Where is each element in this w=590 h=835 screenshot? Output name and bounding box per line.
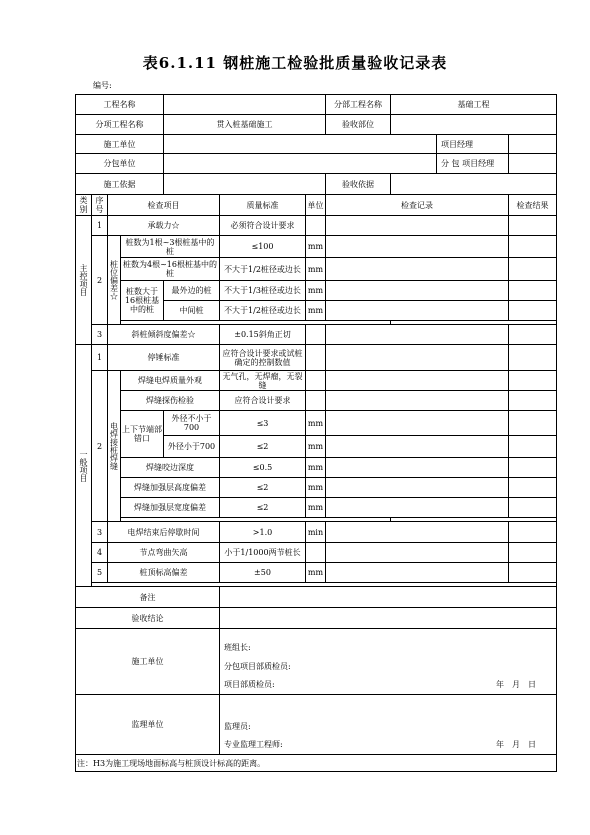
project-name-field[interactable] <box>164 95 326 115</box>
acceptance-basis-field[interactable] <box>391 174 557 195</box>
code-label: 编号: <box>93 81 112 90</box>
main-r2c-group: 桩数大于16根桩基中的桩 <box>121 281 164 321</box>
gen-r5-result[interactable] <box>509 563 557 583</box>
gen-r5-unit: mm <box>306 563 326 583</box>
col-category: 类别 <box>76 195 92 216</box>
gen-r2c-item: 外径不小于700 <box>164 411 220 436</box>
team-leader-label: 班组长: <box>224 643 251 652</box>
general-items-label: 一般项目 <box>76 345 92 587</box>
page-title: 表6.1.11 钢桩施工检验批质量验收记录表 <box>142 54 448 72</box>
main-r2a-record[interactable] <box>326 236 509 258</box>
construction-sign-block[interactable] <box>220 629 557 695</box>
gen-r2d-unit: mm <box>306 436 326 458</box>
gen-r3-result[interactable] <box>509 522 557 543</box>
main-r2c-record[interactable] <box>326 281 509 301</box>
gen-r3-item: 电焊结束后停歇时间 <box>108 522 220 543</box>
main-r2c-item: 最外边的桩 <box>164 281 220 301</box>
construction-basis-field[interactable] <box>164 174 326 195</box>
main-r3-item: 斜桩倾斜度偏差☆ <box>108 325 220 345</box>
conclusion-label: 验收结论 <box>76 608 220 629</box>
gen-r3-unit: min <box>306 522 326 543</box>
main-r2c-standard: 不大于1/3桩径或边长 <box>220 281 306 301</box>
gen-r2c-record[interactable] <box>326 411 509 436</box>
gen-r2c-result[interactable] <box>509 411 557 436</box>
gen-r2e-record[interactable] <box>326 458 509 478</box>
subcontract-manager-label: 分 包 项目经理 <box>437 154 509 174</box>
acceptance-part-field[interactable] <box>391 115 557 135</box>
subcontract-unit-field[interactable] <box>164 154 437 174</box>
construction-sign-label: 施工单位 <box>76 629 220 695</box>
main-r1-result[interactable] <box>509 216 557 236</box>
gen-r2e-standard: ≤0.5 <box>220 458 306 478</box>
gen-r3-record[interactable] <box>326 522 509 543</box>
main-r2a-unit: mm <box>306 236 326 258</box>
gen-r1-unit <box>306 345 326 371</box>
gen-r2e-unit: mm <box>306 458 326 478</box>
table-row-seq: 1 <box>92 345 108 371</box>
main-r2d-standard: 不大于1/2桩径或边长 <box>220 301 306 321</box>
gen-r2e-item: 焊缝咬边深度 <box>121 458 220 478</box>
col-standard: 质量标准 <box>220 195 306 216</box>
main-r2b-unit: mm <box>306 258 326 281</box>
gen-r2g-result[interactable] <box>509 498 557 518</box>
main-r2b-record[interactable] <box>326 258 509 281</box>
gen-r2b-result[interactable] <box>509 391 557 411</box>
project-manager-field[interactable] <box>509 135 557 154</box>
subcontract-manager-field[interactable] <box>509 154 557 174</box>
gen-r4-item: 节点弯曲矢高 <box>108 543 220 563</box>
main-r2d-unit: mm <box>306 301 326 321</box>
main-r3-standard: ±0.15斜角正切 <box>220 325 306 345</box>
gen-r5-record[interactable] <box>326 563 509 583</box>
gen-r2f-result[interactable] <box>509 478 557 498</box>
main-r3-record[interactable] <box>326 325 509 345</box>
gen-r4-record[interactable] <box>326 543 509 563</box>
table-row-seq: 1 <box>92 216 108 236</box>
gen-r2f-standard: ≤2 <box>220 478 306 498</box>
inspection-form <box>75 94 557 772</box>
acceptance-basis-label: 验收依据 <box>326 174 391 195</box>
item-project-label: 分项工程名称 <box>76 115 164 135</box>
main-r2b-item: 桩数为4根~16根桩基中的桩 <box>121 258 220 281</box>
date-label: 年 月 日 <box>496 740 537 749</box>
col-seq: 序号 <box>92 195 108 216</box>
supervisor-label: 监理员: <box>224 722 251 731</box>
main-r3-result[interactable] <box>509 325 557 345</box>
main-r2b-standard: 不大于1/2桩径或边长 <box>220 258 306 281</box>
chief-supervisor-label: 专业监理工程师: <box>224 740 283 749</box>
project-manager-label: 项目经理 <box>437 135 509 154</box>
acceptance-part-label: 验收部位 <box>326 115 391 135</box>
gen-r1-result[interactable] <box>509 345 557 371</box>
main-r2c-result[interactable] <box>509 281 557 301</box>
main-r2d-record[interactable] <box>326 301 509 321</box>
supervision-sign-block[interactable] <box>220 695 557 755</box>
main-r2d-result[interactable] <box>509 301 557 321</box>
main-r3-unit <box>306 325 326 345</box>
main-r2b-result[interactable] <box>509 258 557 281</box>
main-r2-group: 桩位偏差☆ <box>108 236 121 325</box>
footnote: 注：H3为施工现场地面标高与桩顶设计标高的距离。 <box>76 755 557 772</box>
main-r1-record[interactable] <box>326 216 509 236</box>
col-result: 检查结果 <box>509 195 557 216</box>
inspector-label: 项目部质检员: <box>224 680 275 689</box>
gen-r1-standard: 应符合设计要求或试桩确定的控制数值 <box>220 345 306 371</box>
item-project-value[interactable]: 贯入桩基础施工 <box>164 115 326 135</box>
col-unit: 单位 <box>306 195 326 216</box>
sub-project-value[interactable]: 基础工程 <box>391 95 557 115</box>
gen-r2a-record[interactable] <box>326 371 509 391</box>
table-row-seq: 3 <box>92 522 108 543</box>
conclusion-field[interactable] <box>220 608 557 629</box>
gen-r2c-unit: mm <box>306 411 326 436</box>
remarks-field[interactable] <box>220 587 557 608</box>
gen-r2b-item: 焊缝探伤检验 <box>121 391 220 411</box>
gen-r2c-group: 上下节端部错口 <box>121 411 164 458</box>
gen-r2g-standard: ≤2 <box>220 498 306 518</box>
main-r2a-item: 桩数为1根~3根桩基中的桩 <box>121 236 220 258</box>
gen-r4-unit <box>306 543 326 563</box>
construction-unit-label: 施工单位 <box>76 135 164 154</box>
gen-r2b-record[interactable] <box>326 391 509 411</box>
gen-r2a-standard: 无气孔，无焊瘤，无裂缝 <box>220 371 306 391</box>
gen-r2d-item: 外径小于700 <box>164 436 220 458</box>
gen-r2d-record[interactable] <box>326 436 509 458</box>
table-row-seq: 2 <box>92 236 108 325</box>
gen-r2g-unit: mm <box>306 498 326 518</box>
construction-basis-label: 施工依据 <box>76 174 164 195</box>
gen-r3-standard: >1.0 <box>220 522 306 543</box>
main-r1-item: 承载力☆ <box>108 216 220 236</box>
project-name-label: 工程名称 <box>76 95 164 115</box>
gen-r2f-unit: mm <box>306 478 326 498</box>
gen-r2d-standard: ≤2 <box>220 436 306 458</box>
sub-project-label: 分部工程名称 <box>326 95 391 115</box>
construction-unit-field[interactable] <box>164 135 437 154</box>
gen-r2a-unit <box>306 371 326 391</box>
gen-r1-item: 停锤标准 <box>108 345 220 371</box>
gen-r4-result[interactable] <box>509 543 557 563</box>
table-row-seq: 2 <box>92 371 108 522</box>
table-row-seq: 3 <box>92 325 108 345</box>
main-r2c-unit: mm <box>306 281 326 301</box>
main-r2d-item: 中间桩 <box>164 301 220 321</box>
main-r1-standard: 必须符合设计要求 <box>220 216 306 236</box>
gen-r2-group: 电焊接桩焊缝 <box>108 371 121 522</box>
gen-r2g-item: 焊缝加强层宽度偏差 <box>121 498 220 518</box>
table-row-seq: 4 <box>92 543 108 563</box>
gen-r2e-result[interactable] <box>509 458 557 478</box>
gen-r5-item: 桩顶标高偏差 <box>108 563 220 583</box>
gen-r2f-item: 焊缝加强层高度偏差 <box>121 478 220 498</box>
gen-r2d-result[interactable] <box>509 436 557 458</box>
date-label: 年 月 日 <box>496 680 537 689</box>
gen-r2f-record[interactable] <box>326 478 509 498</box>
gen-r2c-standard: ≤3 <box>220 411 306 436</box>
supervision-sign-label: 监理单位 <box>76 695 220 755</box>
main-items-label: 主控项目 <box>76 216 92 345</box>
col-record: 检查记录 <box>326 195 509 216</box>
gen-r2b-standard: 应符合设计要求 <box>220 391 306 411</box>
col-item: 检查项目 <box>108 195 220 216</box>
gen-r5-standard: ±50 <box>220 563 306 583</box>
main-r1-unit <box>306 216 326 236</box>
gen-r1-record[interactable] <box>326 345 509 371</box>
gen-r2a-item: 焊缝电焊质量外观 <box>121 371 220 391</box>
table-row-seq: 5 <box>92 563 108 583</box>
main-r2a-standard: ≤100 <box>220 236 306 258</box>
main-r2a-result[interactable] <box>509 236 557 258</box>
remarks-label: 备注 <box>76 587 220 608</box>
gen-r4-standard: 小于1/1000两节桩长 <box>220 543 306 563</box>
gen-r2a-result[interactable] <box>509 371 557 391</box>
gen-r2g-record[interactable] <box>326 498 509 518</box>
gen-r2b-unit <box>306 391 326 411</box>
subcontract-unit-label: 分包单位 <box>76 154 164 174</box>
sub-inspector-label: 分包项目部质检员: <box>224 662 291 671</box>
